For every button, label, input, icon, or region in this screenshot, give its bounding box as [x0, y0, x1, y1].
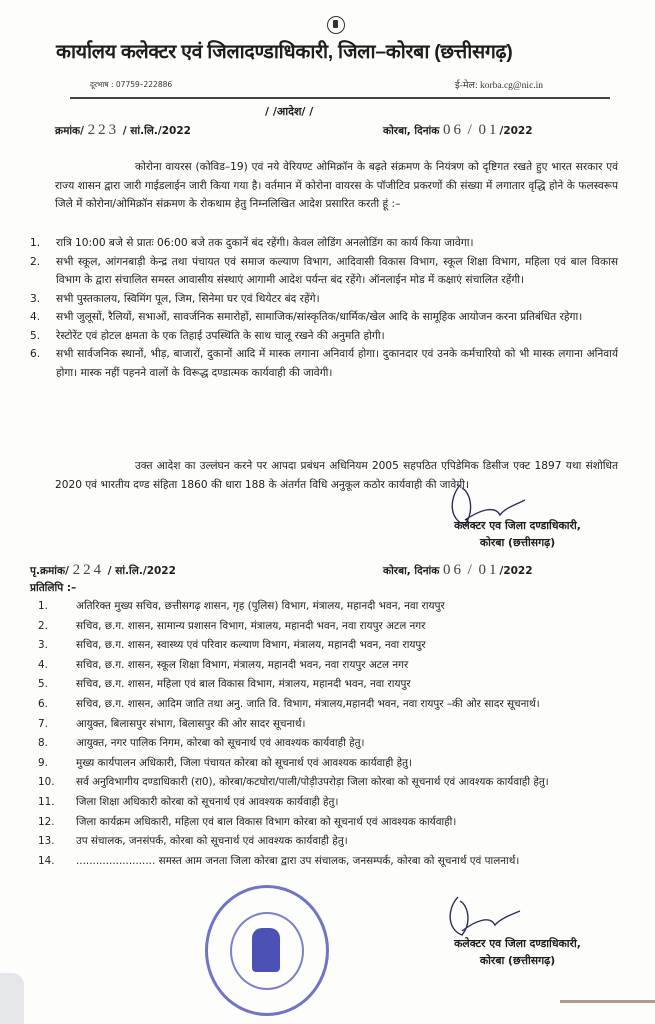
- copy-recipient: 8. आयुक्त, नगर पालिक निगम, कोरबा को सूचनार्थ एवं आवश्यक कार्यवाही हेतु।: [38, 737, 365, 750]
- endorsement-date-day: 06: [443, 562, 464, 578]
- order-number-label: क्रमांक/: [55, 125, 84, 137]
- order-number: [55, 122, 191, 139]
- order-date-year: /2022: [499, 125, 533, 137]
- order-date-label: कोरबा, दिनांक: [383, 125, 440, 137]
- office-seal-stamp: [205, 885, 329, 1016]
- copy-recipient: 10. सर्व अनुविभागीय दण्डाधिकारी (रा0), कोरबा/कटघोरा/पाली/पोड़ीउपरोड़ा जिला कोरबा को सूचनार्थ एवं आवश्यक कार्यवाही हेतु।: [38, 776, 549, 789]
- copy-recipient: 2. सचिव, छ.ग. शासन, सामान्य प्रशासन विभाग, मंत्रालय, महानदी भवन, नवा रायपुर अटल नगर: [38, 619, 426, 632]
- order-signatory-title: कलेक्टर एव जिला दण्डाधिकारी,: [454, 519, 581, 532]
- copy-recipients: [38, 597, 618, 871]
- order-date: कोरबा, दिनांक 06 / 01/2022: [383, 122, 533, 138]
- endorsement-date-label: कोरबा, दिनांक: [383, 565, 440, 577]
- copy-recipient: 14. ........................ समस्त आम जनता जिला कोरबा द्वारा उप संचालक, जनसम्पर्क, कोरबा को सूचनार्थ एवं पालनार्थ।: [38, 854, 520, 867]
- order-number-handwritten: 223: [87, 122, 120, 138]
- endorsement-number-label: पृ.क्रमांक/: [30, 565, 69, 577]
- signature-mark: [440, 895, 550, 940]
- copy-recipient: 3. सचिव, छ.ग. शासन, स्वास्थ्य एवं परिवार कल्याण विभाग, मंत्रालय, महानदी भवन, नवा रायपुर: [38, 639, 426, 652]
- endorsement-number-suffix: / सां.लि./2022: [107, 565, 176, 577]
- header-divider: [70, 97, 610, 99]
- copy-to-label: प्रतिलिपि :–: [30, 582, 77, 594]
- order-signatory: [405, 517, 630, 551]
- copy-recipient: 11. जिला शिक्षा अधिकारी कोरबा को सूचनार्थ एवं आवश्यक कार्यवाही हेतु।: [38, 795, 339, 808]
- order-point: 2. सभी स्कूल, आंगनबाड़ी केन्द्र तथा पंचायत एवं समाज कल्याण विभाग, आदिवासी विकास विभाग, स्कूल शिक्षा विभाग, महिला एवं बाल विकास विभाग के द्वारा संचालित समस्त आवासीय संस्थाएं आगामी आदेश पर्यन्त बंद रहेंगे। ऑनलाईन मोड में कक्षाएं संचालित रहेंगी।: [30, 255, 618, 286]
- copy-recipient: 7. आयुक्त, बिलासपुर संभाग, बिलासपुर की ओर सादर सूचनार्थ।: [38, 717, 306, 730]
- endorsement-signatory: [405, 935, 630, 969]
- endorsement-date: कोरबा, दिनांक 06 / 01/2022: [383, 562, 533, 578]
- endorsement-number: [30, 562, 176, 579]
- order-point: 3. सभी पुस्तकालय, स्विमिंग पूल, जिम, सिनेमा घर एवं थियेटर बंद रहेंगे।: [30, 292, 320, 305]
- ashoka-emblem-icon: [252, 928, 280, 972]
- letterhead-email: ई-मेल: korba.cg@nic.in: [455, 81, 544, 91]
- copy-recipient: 9. मुख्य कार्यपालन अधिकारी, जिला पंचायत कोरबा को सूचनार्थ एवं आवश्यक कार्यवाही हेतु।: [38, 756, 412, 769]
- order-date-day: 06: [443, 122, 464, 138]
- paper-edge: [560, 1000, 655, 1003]
- order-point: 4. सभी जुलूसों, रैलियों, सभाओं, सावर्जनिक समारोहों, सामाजिक/सांस्कृतिक/धार्मिक/खेल आदि के सामूहिक आयोजन करना प्रतिबंधित रहेगा।: [30, 311, 583, 323]
- penalty-paragraph: उक्त आदेश का उल्लंघन करने पर आपदा प्रबंधन अधिनियम 2005 सहपठित एपिडेमिक डिसीज एक्ट 1897 यथा संशोधित 2020 एवं भारतीय दण्ड संहिता 1860 की धारा 188 के अंतर्गत विधि अनुकूल कठोर कार्यवाही की जावेगी।: [55, 460, 618, 491]
- copy-recipient: 4. सचिव, छ.ग. शासन, स्कूल शिक्षा विभाग, मंत्रालय, महानदी भवन, नवा रायपुर अटल नगर: [38, 658, 409, 671]
- endorsement-signatory-title: कलेक्टर एव जिला दण्डाधिकारी,: [454, 937, 581, 950]
- letterhead-title: कार्यालय कलेक्टर एवं जिलादण्डाधिकारी, जिला–कोरबा (छत्तीसगढ़): [56, 41, 513, 63]
- endorsement-number-handwritten: 224: [72, 562, 105, 578]
- order-point: 6. सभी सार्वजनिक स्थानों, भीड़, बाजारों, दुकानों आदि में मास्क लगाना अनिवार्य होगा। दुकानदार एवं उनके कर्मचारियो को भी मास्क लगाना अनिवार्य होगा। मास्क नहीं पहनने वालों के विरूद्ध दण्डात्मक कार्यवाही की जावेगी।: [30, 348, 618, 379]
- endorsement-signatory-place: कोरबा (छत्तीसगढ़): [479, 954, 556, 967]
- scroll-edge: [0, 973, 24, 1024]
- endorsement-date-year: /2022: [499, 565, 533, 577]
- copy-recipient: 12. जिला कार्यक्रम अधिकारी, महिला एवं बाल विकास विभाग कोरबा को सूचनार्थ एवं आवश्यक कार्यवाही।: [38, 815, 457, 828]
- copy-recipient: 5. सचिव, छ.ग. शासन, महिला एवं बाल विकास विभाग, मंत्रालय, महानदी भवन, नवा रायपुर: [38, 678, 411, 691]
- order-number-suffix: / सां.लि./2022: [122, 125, 191, 137]
- order-signatory-place: कोरबा (छत्तीसगढ़): [479, 536, 556, 549]
- endorsement-date-month: 01: [478, 562, 500, 578]
- order-intro: कोरोना वायरस (कोविड–19) एवं नये वेरियण्ट ओमिक्रॉन के बढ़ते संक्रमण के नियंत्रण को दृष्टिगत रखते हुए भारत सरकार एवं राज्य शासन द्वारा जारी गाईडलाईन जारी किया गया है। वर्तमान में कोरोना वायरस के पॉजीटिव प्रकरणों की संख्या में लगातार वृद्धि होने के फलस्वरूप जिले में कोरोना/ओमिक्रॉन संक्रमण के रोकथाम हेतु निम्नलिखित आदेश प्रसारित करती हूं :–: [55, 161, 618, 210]
- order-point: 5. रेस्टोरेंट एवं होटल क्षमता के एक तिहाई उपस्थिति के साथ चालू रखने की अनुमति होगी।: [30, 329, 385, 342]
- order-point: 1. रात्रि 10:00 बजे से प्रातः 06:00 बजे तक दुकानें बंद रहेंगी। केवल लोडिंग अनलोडिंग का कार्य किया जावेगा।: [30, 237, 474, 249]
- copy-recipient: 6. सचिव, छ.ग. शासन, आदिम जाति तथा अनु. जाति वि. विभाग, मंत्रालय,महानदी भवन, नवा रायपुर –की ओर सादर सूचनार्थ।: [38, 697, 540, 710]
- copy-recipient: 13. उप संचालक, जनसंपर्क, कोरबा को सूचनार्थ एवं आवश्यक कार्यवाही हेतु।: [38, 835, 348, 848]
- order-points: [30, 234, 618, 382]
- copy-recipient: 1. अतिरिक्त मुख्य सचिव, छत्तीसगढ़ शासन, गृह (पुलिस) विभाग, मंत्रालय, महानदी भवन, नवा रायपुर: [38, 600, 445, 612]
- order-date-month: 01: [478, 122, 500, 138]
- letterhead-phone: दूरभाष : 07759–222886: [90, 80, 173, 89]
- order-heading: / /आदेश/ /: [265, 105, 314, 118]
- state-emblem-icon: [327, 16, 345, 34]
